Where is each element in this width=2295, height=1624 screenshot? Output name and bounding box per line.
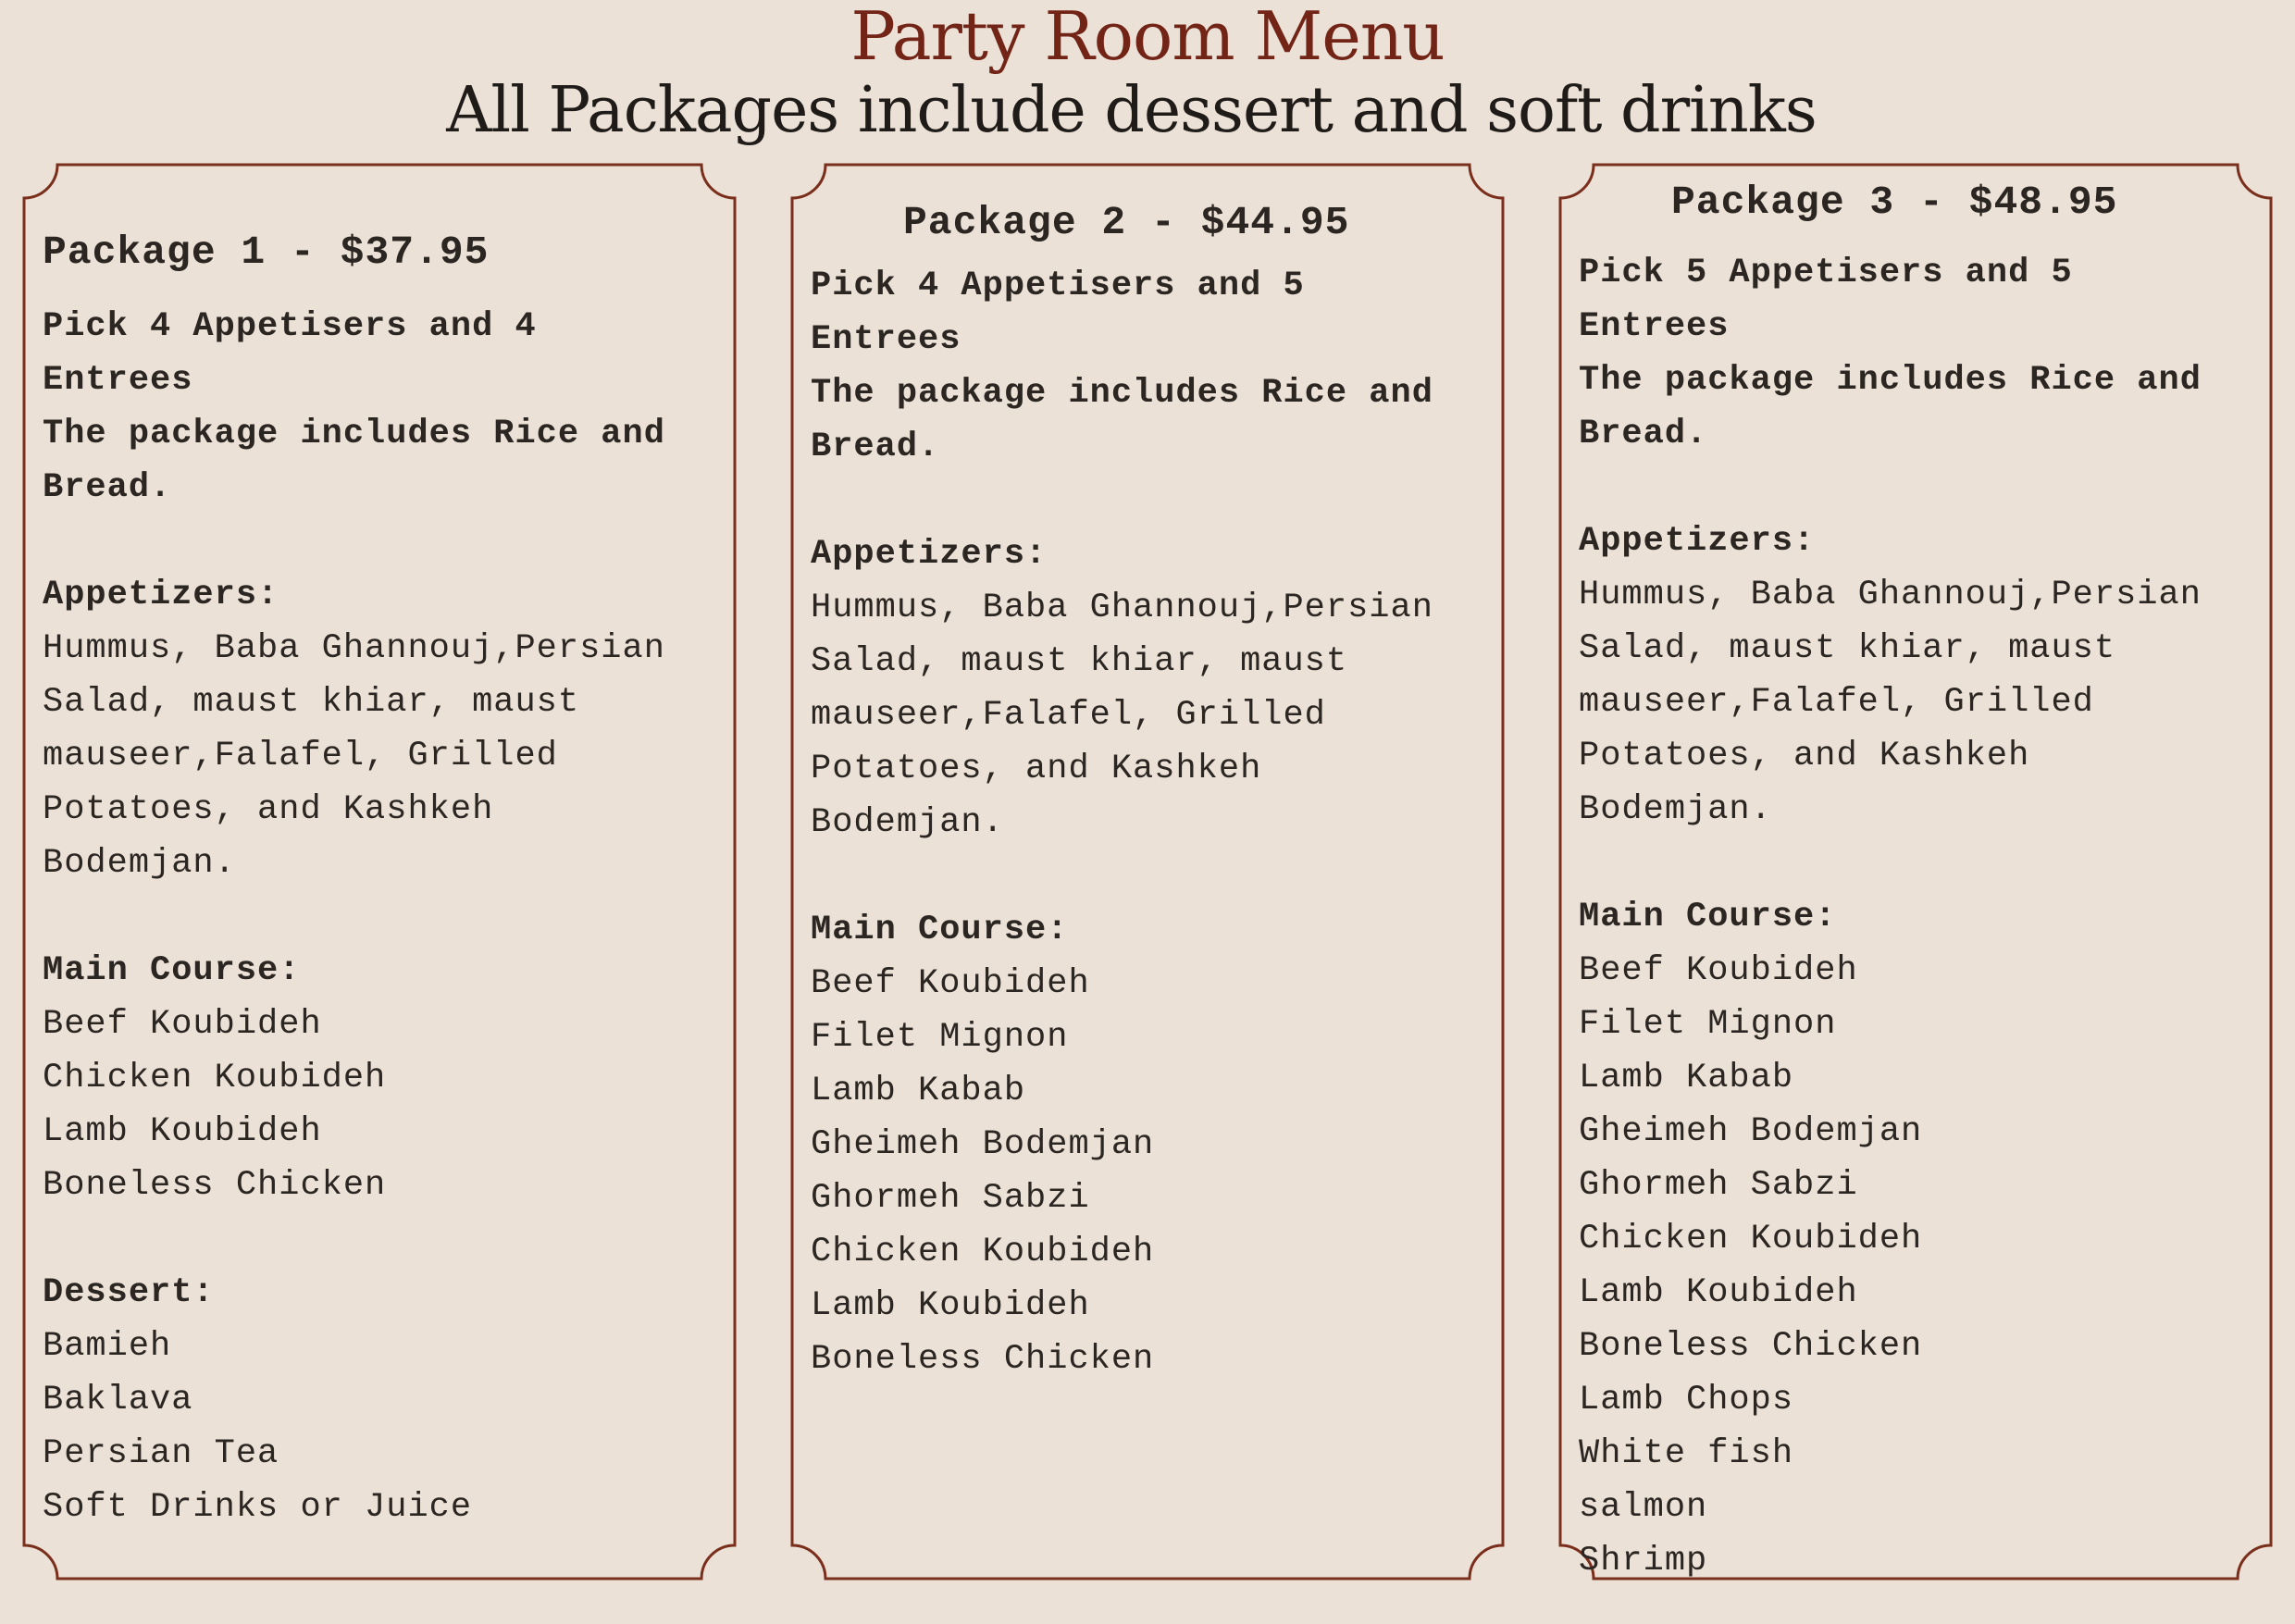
page-title: Party Room Menu xyxy=(850,0,1445,75)
list-item: Chicken Koubideh xyxy=(811,1233,1155,1271)
appetizers-heading: Appetizers: xyxy=(811,535,1048,574)
appetizers-heading: Appetizers: xyxy=(43,576,279,614)
package-card-1 xyxy=(22,163,737,1581)
list-item: salmon xyxy=(1579,1488,1708,1527)
list-item: Lamb Koubideh xyxy=(43,1112,322,1151)
package-intro: Pick 5 Appetisers and 5 Entrees The package includes Rice and Bread. xyxy=(1579,254,2202,453)
package-intro: Pick 4 Appetisers and 4 Entrees The package includes Rice and Bread. xyxy=(43,307,665,507)
list-item: Lamb Kabab xyxy=(1579,1059,1794,1097)
dessert-heading: Dessert: xyxy=(43,1273,215,1312)
list-item: Beef Koubideh xyxy=(811,964,1090,1003)
list-item: Boneless Chicken xyxy=(811,1340,1155,1379)
list-item: White fish xyxy=(1579,1434,1794,1473)
list-item: Bamieh xyxy=(43,1327,172,1366)
list-item: Filet Mignon xyxy=(811,1018,1069,1057)
list-item: Beef Koubideh xyxy=(43,1005,322,1044)
package-card-2 xyxy=(790,163,1505,1581)
list-item: Lamb Koubideh xyxy=(1579,1273,1858,1312)
appetizers-text: Hummus, Baba Ghannouj,Persian Salad, maust khiar, maust mauseer,Falafel, Grilled Potatoes, and Kashkeh Bodemjan. xyxy=(1579,576,2202,829)
list-item: Filet Mignon xyxy=(1579,1005,1837,1044)
main-course-heading: Main Course: xyxy=(43,951,301,990)
list-item: Beef Koubideh xyxy=(1579,951,1858,990)
package-intro: Pick 4 Appetisers and 5 Entrees The package includes Rice and Bread. xyxy=(811,267,1433,466)
list-item: Lamb Koubideh xyxy=(811,1286,1090,1325)
main-course-list xyxy=(811,957,1484,1386)
package-title: Package 3 - $48.95 xyxy=(1671,180,2118,225)
appetizers-heading: Appetizers: xyxy=(1579,522,1816,561)
list-item: Ghormeh Sabzi xyxy=(1579,1166,1858,1205)
list-item: Boneless Chicken xyxy=(43,1166,387,1205)
list-item: Baklava xyxy=(43,1381,193,1419)
list-item: Gheimeh Bodemjan xyxy=(811,1125,1155,1164)
appetizers-text: Hummus, Baba Ghannouj,Persian Salad, maust khiar, maust mauseer,Falafel, Grilled Potatoes, and Kashkeh Bodemjan. xyxy=(43,629,665,883)
page-subtitle: All Packages include dessert and soft drinks xyxy=(446,74,1817,147)
list-item: Chicken Koubideh xyxy=(43,1059,387,1097)
package-card-3 xyxy=(1558,163,2273,1581)
main-course-heading: Main Course: xyxy=(811,911,1069,949)
list-item: Lamb Kabab xyxy=(811,1072,1026,1110)
main-course-heading: Main Course: xyxy=(1579,898,1837,936)
package-title: Package 2 - $44.95 xyxy=(903,200,1350,245)
main-course-list xyxy=(43,998,716,1212)
list-item: Chicken Koubideh xyxy=(1579,1220,1923,1258)
list-item: Ghormeh Sabzi xyxy=(811,1179,1090,1218)
list-item: Gheimeh Bodemjan xyxy=(1579,1112,1923,1151)
appetizers-text: Hummus, Baba Ghannouj,Persian Salad, maust khiar, maust mauseer,Falafel, Grilled Potatoes, and Kashkeh Bodemjan. xyxy=(811,589,1433,842)
list-item: Persian Tea xyxy=(43,1434,279,1473)
dessert-list xyxy=(43,1320,716,1534)
list-item: Soft Drinks or Juice xyxy=(43,1488,473,1527)
list-item: Shrimp xyxy=(1579,1542,1708,1581)
list-item: Boneless Chicken xyxy=(1579,1327,1923,1366)
list-item: Lamb Chops xyxy=(1579,1381,1794,1419)
main-course-list xyxy=(1579,944,2252,1588)
package-title: Package 1 - $37.95 xyxy=(43,229,490,275)
